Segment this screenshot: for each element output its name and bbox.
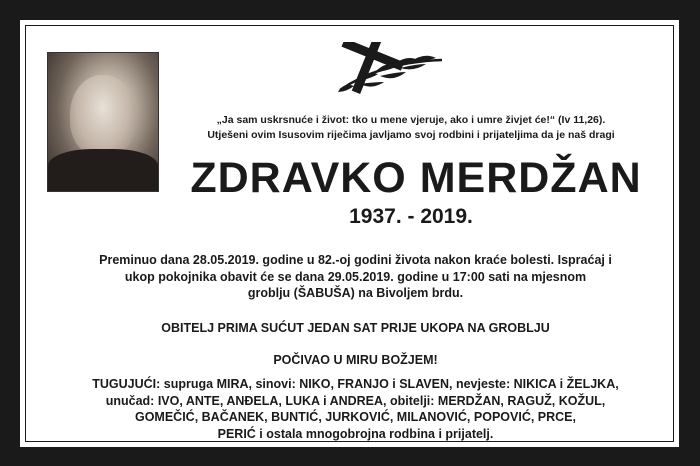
portrait-shirt xyxy=(48,149,158,191)
mourners-line-4: PERIĆ i ostala mnogobrojna rodbina i prijatelj. xyxy=(217,426,494,441)
rest-in-peace: POČIVAO U MIRU BOŽJEM! xyxy=(273,353,438,367)
mourners-list xyxy=(41,376,670,442)
quote-line-1: „Ja sam uskrsnuće i život: tko u mene vjeruje, ako i umre živjet će!“ (Iv 11,26). xyxy=(216,114,606,126)
portrait-photo xyxy=(47,52,159,192)
bible-quote xyxy=(176,113,646,143)
inner-border xyxy=(25,25,674,442)
mourners-line-3: GOMEČIĆ, BAČANEK, BUNTIĆ, JURKOVIĆ, MILANOVIĆ, POPOVIĆ, PRCE, xyxy=(134,410,576,424)
announcement-line-3: groblju (ŠABUŠA) na Bivoljem brdu. xyxy=(247,286,464,300)
cross-with-palm-icon xyxy=(326,42,446,98)
portrait-face xyxy=(70,75,136,157)
announcement-line-2: ukop pokojnika obavit će se dana 29.05.2019. godine u 17:00 sati na mjesnom xyxy=(124,269,587,284)
condolences-notice: OBITELJ PRIMA SUĆUT JEDAN SAT PRIJE UKOPA NA GROBLJU xyxy=(161,321,550,335)
announcement-line-1: Preminuo dana 28.05.2019. godine u 82.-oj godini života nakon kraće bolesti. Ispraćaj i xyxy=(99,253,612,267)
mourners-line-1: TUGUJUĆI: supruga MIRA, sinovi: NIKO, FRANJO i SLAVEN, nevjeste: NIKICA i ŽELJKA, xyxy=(92,377,619,391)
announcement-paragraph xyxy=(41,252,670,302)
mourners-line-2: unučad: IVO, ANTE, ANĐELA, LUKA i ANDREA, obitelji: MERDŽAN, RAGUŽ, KOŽUL, xyxy=(105,393,606,408)
life-years: 1937. - 2019. xyxy=(349,205,473,228)
quote-line-2: Utješeni ovim Isusovim riječima javljamo svoj rodbini i prijateljima da je naš dragi xyxy=(207,129,615,141)
deceased-name: ZDRAVKO MERDŽAN xyxy=(190,154,642,202)
obituary-card xyxy=(20,20,679,447)
